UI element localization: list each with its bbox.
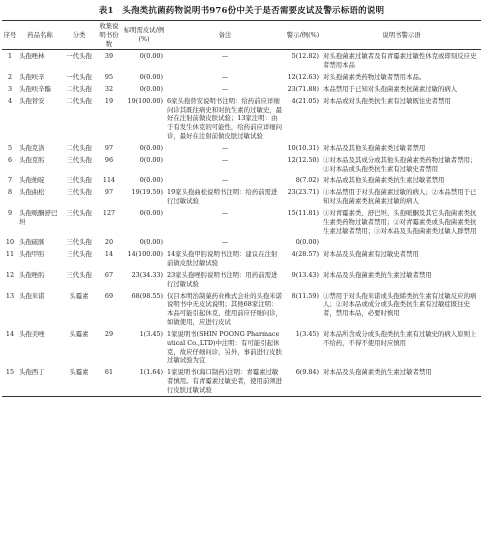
warning-count: 15(11.81) [287,208,319,217]
drug-name: 头孢他啶 [19,176,45,185]
drug-name: 头孢曲松 [19,188,45,197]
warning-text: 对本品及头孢菌素类抗生素过敏者禁用 [322,366,481,396]
table-row [2,248,481,269]
row-index: 15 [2,366,18,396]
row-index: 14 [5,329,15,338]
warning-text: 对本品及其他头孢菌素类过敏者禁用 [323,143,426,152]
table-row [2,71,481,83]
warning-count: 8(7.02) [295,176,319,185]
warning-count: 12(12.63) [287,73,319,82]
skin-test-count: 19(19.59) [131,188,163,197]
warning-text [322,236,481,248]
warning-count: 23(23.71) [287,188,319,197]
skin-test-count: 0(0.00) [139,155,163,164]
row-index: 9 [7,208,13,217]
remarks: — [221,84,229,93]
row-index: 10 [5,238,15,247]
drug-name: 头孢美唑 [19,329,45,338]
instruction-count: 29 [104,329,114,338]
warning-count: 12(12.50) [287,155,319,164]
remarks: 仅目本明治制菓药业株式会社的头孢米诺说明书中无皮试说明；其他68家注明：本品可能引起休克，使用前应仔细问诊，如做使用，应进行皮试 [167,291,283,327]
drug-category: 头霉素 [69,329,89,338]
table-row [2,186,481,207]
drug-name: 头孢唑肟 [19,270,45,279]
warning-text: ①对青霉素类、舒巴坦、头孢哌酮及其它头孢菌素类抗生素类药物过敏者禁用；②对青霉素类或头孢菌素类抗生素过敏者禁用；③对本品及头孢菌素类过敏人群禁用 [323,208,477,235]
drug-name: 头孢唑林 [19,52,45,61]
drug-name: 头孢哌酮舒巴坦 [19,208,58,226]
table-row [2,290,481,328]
skin-test-count: 1(3.45) [139,329,163,338]
table-row [2,174,481,186]
header-category: 分类 [62,21,96,50]
remarks: 14家头孢甲肟说明书注明：建议在注射前做皮肤过敏试验 [167,250,278,268]
header-index: 序号 [2,21,18,50]
drug-name: 头孢硫脒 [19,238,45,247]
warning-count: 4(28.57) [291,250,319,259]
drug-instruction-table [2,20,481,397]
warning-text: 对头孢菌素过敏者及有青霉素过敏性休克或即刻反应史者禁用本品 [323,52,477,70]
skin-test-count: 0(0.00) [139,52,163,61]
table-row [2,366,481,396]
row-index: 3 [7,84,13,93]
skin-test-count: 0(0.00) [139,176,163,185]
header-warning-text: 说明书警示语 [322,21,481,50]
instruction-count: 20 [104,238,114,247]
warning-count: 10(10.31) [287,143,319,152]
row-index: 1 [7,52,13,61]
drug-category: 头霉素 [69,291,89,300]
header-warning: 警示/例(%) [284,21,322,50]
instruction-count: 69 [104,291,114,300]
row-index: 13 [5,291,15,300]
table-row [2,83,481,95]
instruction-count: 39 [104,52,114,61]
row-index: 11 [5,250,15,259]
table-header-row [2,21,481,50]
drug-category: 三代头孢 [66,176,92,185]
instruction-count: 97 [104,188,114,197]
row-index: 2 [7,73,13,82]
table-title: 表1 头孢类抗菌药物说明书976份中关于是否需要皮试及警示标语的说明 [98,6,385,16]
drug-name: 头孢呋辛 [19,73,45,82]
row-index: 8 [7,188,13,197]
table-row [2,154,481,175]
warning-text: 对本品或对头孢类抗生素有过敏既往史者禁用 [323,96,451,105]
remarks: — [221,176,229,185]
warning-count: 6(9.84) [284,366,322,396]
warning-count: 1(3.45) [295,329,319,338]
table-row [2,50,481,71]
drug-name: 头孢克洛 [19,143,45,152]
warning-count: 4(21.05) [291,96,319,105]
warning-count: 8(11.59) [291,291,319,300]
warning-text: 对本品及头孢菌素有过敏史者禁用 [323,250,419,259]
skin-test-count: 0(0.00) [139,208,163,217]
table-body [2,50,481,396]
table-row [2,142,481,154]
table-row [2,236,481,248]
row-index: 12 [5,270,15,279]
remarks: — [221,143,229,152]
remarks: 1家说明书(海口制药)注明：青霉素过敏者慎用。有青霉素过敏史者，使用前须进行皮肤过敏试验 [166,366,284,396]
warning-count: 23(71.88) [287,84,319,93]
remarks: — [221,73,229,82]
warning-count: 5(12.82) [291,52,319,61]
warning-text: ①本品禁用于对头孢菌素过敏的病人；②本品禁用于已知对头孢菌素类抗菌素过敏的病人 [323,188,477,206]
remarks: 6家头孢替安说明书注明：给药前应详细问诊其既往病史和对抗生素的过敏史，最好在注射前做皮肤试验；13家注明：由于有发生休克的可能性，给药前应详细问诊，最好在注射前做皮肤过敏试验 [167,96,283,141]
drug-category: 三代头孢 [66,188,92,197]
warning-text: ①对本品及其成分或其他头孢菌素类药物过敏者禁用；②对本品或头孢类抗生素有过敏史者禁用 [323,155,477,173]
table-row [2,207,481,236]
skin-test-count: 1(1.64) [122,366,166,396]
skin-test-count: 0(0.00) [139,143,163,152]
drug-name: 头孢呋辛酯 [19,84,51,93]
header-skin-test: 标明需皮试/例(%) [122,21,166,50]
drug-category: 二代头孢 [66,143,92,152]
instruction-count: 14 [104,250,114,259]
warning-text: 对本品所含成分或头孢类抗生素有过敏史的病人原则上不给药，不得不使用时应慎用 [323,329,477,347]
skin-test-count: 0(0.00) [139,84,163,93]
skin-test-count: 14(100.00) [127,250,163,259]
header-remarks: 备注 [166,21,284,50]
header-drug-name: 药品名称 [18,21,62,50]
table-row [2,269,481,290]
drug-category: 三代头孢 [66,238,92,247]
row-index: 6 [7,155,13,164]
table-row [2,95,481,142]
instruction-count: 97 [104,143,114,152]
remarks: — [221,155,229,164]
drug-name: 头孢西丁 [18,366,62,396]
instruction-count: 114 [102,176,116,185]
warning-text: 本品禁用于已知对头孢菌素类抗菌素过敏的病人 [323,84,458,93]
drug-category: 三代头孢 [66,208,92,217]
skin-test-count: 0(0.00) [139,238,163,247]
drug-category: 三代头孢 [66,155,92,164]
remarks: — [221,208,229,217]
warning-text: ①禁用于对头孢米诺或头孢烯类抗生素有过敏反应的病人；②对本品或成分或头孢类抗生素有过敏症既往史者，禁用本品，必要时慎用 [323,291,477,318]
warning-text: 对本品或其他头孢菌素类抗生素过敏者禁用 [323,176,445,185]
drug-category: 一代头孢 [66,52,92,61]
instruction-count: 19 [104,96,114,105]
warning-text: 对头孢菌素类药物过敏者禁用本品。 [323,73,426,82]
skin-test-count: 23(34.33) [131,270,163,279]
remarks: 23家头孢唑肟说明书注明：用药前需进行过敏试验 [167,270,278,288]
remarks: 1家说明书(SHIN POONG Pharmaceutical Co.,LTD)中注明：有可能引起休克，故应仔细问诊，另外，事前进行皮肤过敏试验为宜 [167,329,283,365]
drug-category: 二代头孢 [66,96,92,105]
warning-count: 0(0.00) [295,238,319,247]
instruction-count: 67 [104,270,114,279]
instruction-count: 127 [102,208,116,217]
skin-test-count: 68(98.55) [131,291,163,300]
remarks: — [221,52,229,61]
skin-test-count: 19(100.00) [127,96,163,105]
drug-category: 头霉素 [62,366,96,396]
instruction-count: 32 [104,84,114,93]
drug-category: 三代头孢 [66,250,92,259]
instruction-count: 96 [104,155,114,164]
warning-count: 9(13.43) [291,270,319,279]
warning-text: 对本品及头孢菌素类抗生素过敏者禁用 [323,270,432,279]
skin-test-count: 0(0.00) [139,73,163,82]
drug-category: 一代头孢 [66,73,92,82]
drug-category: 三代头孢 [66,270,92,279]
row-index: 7 [7,176,13,185]
drug-name: 头孢米诺 [19,291,45,300]
drug-name: 头孢克肟 [19,155,45,164]
instruction-count: 61 [96,366,122,396]
header-count: 收集说明书份数 [96,21,122,50]
drug-name: 头孢甲肟 [19,250,45,259]
row-index: 4 [7,96,13,105]
drug-name: 头孢替安 [19,96,45,105]
row-index: 5 [7,143,13,152]
remarks: 19家头孢曲松说明书注明：给药前需进行过敏试验 [167,188,278,206]
table-row [2,328,481,366]
remarks: — [221,238,229,247]
instruction-count: 95 [104,73,114,82]
drug-category: 二代头孢 [66,84,92,93]
